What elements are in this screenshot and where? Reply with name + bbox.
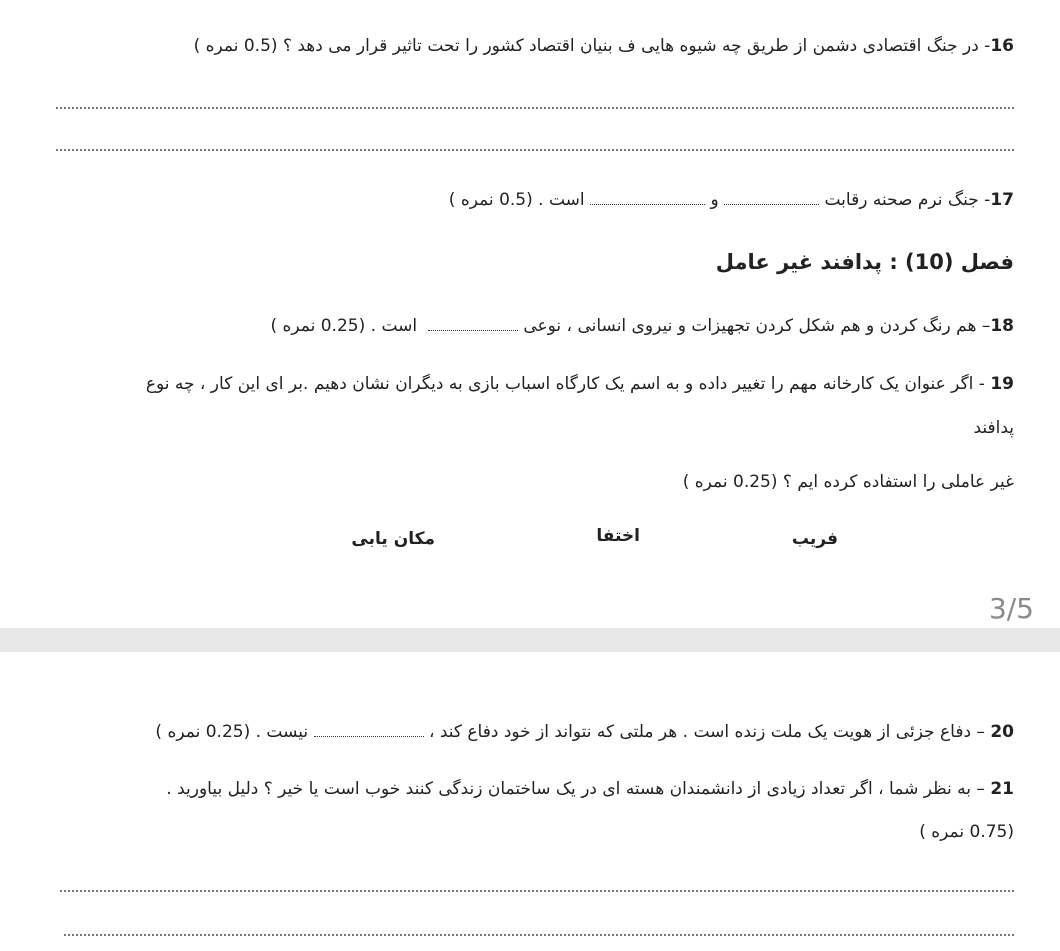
exam-page-4 (0, 652, 1060, 951)
answer-line (64, 934, 1014, 936)
score-label: (0.5 نمره ) (193, 36, 278, 56)
question-number: 16 (990, 36, 1014, 56)
page-number: 3/5 (988, 592, 1034, 625)
blank-field[interactable] (314, 724, 424, 737)
score-label: (0.25 نمره ) (682, 472, 778, 492)
question-text: غیر عاملی را استفاده کرده ایم ؟ (782, 472, 1014, 492)
option-site-selection[interactable]: مکان یابی (351, 529, 435, 549)
question-18 (270, 314, 1014, 338)
question-17 (449, 188, 1014, 212)
question-number: 17 (990, 190, 1014, 210)
question-text: - در جنگ اقتصادی دشمن از طریق چه شیوه هایی ف بنیان اقتصاد کشور را تحت تاثیر قرار می دهد ؟ (282, 36, 991, 56)
answer-line (56, 149, 1014, 151)
option-deception[interactable]: فریب (791, 529, 838, 549)
conjunction: و (710, 190, 719, 210)
question-text: است . (370, 316, 418, 336)
question-number: 19 (990, 374, 1014, 394)
score-label: (0.75 نمره ) (919, 822, 1014, 842)
question-text: نیست . (255, 722, 309, 742)
answer-line (56, 107, 1014, 109)
answer-line (60, 890, 1014, 892)
question-19-continued: پدافند (973, 418, 1014, 438)
question-text: – دفاع جزئی از هویت یک ملت زنده است . هر ملتی که نتواند از خود دفاع کند ، (428, 722, 985, 742)
question-19-continued (683, 470, 1014, 494)
score-label: (0.5 نمره ) (448, 190, 533, 210)
question-text: - اگر عنوان یک کارخانه مهم را تغییر داده و به اسم یک کارگاه اسباب بازی به دیگران نشان دهیم .بر ای این کار ، چه نوع (145, 374, 985, 394)
score-label: (0.25 نمره ) (155, 722, 251, 742)
question-text: – هم رنگ کردن و هم شکل کردن تجهیزات و نیروی انسانی ، نوعی (523, 316, 991, 336)
question-text: – به نظر شما ، اگر تعداد زیادی از دانشمندان هسته ای در یک ساختمان زندگی کنند خوب است یا خیر ؟ دلیل بیاورید . (166, 779, 985, 799)
question-number: 21 (990, 779, 1014, 799)
question-text: - جنگ نرم صحنه رقابت (824, 190, 991, 210)
question-number: 18 (990, 316, 1014, 336)
blank-field[interactable] (428, 318, 518, 331)
question-19 (146, 372, 1014, 396)
score-label: (0.25 نمره ) (270, 316, 366, 336)
question-16 (194, 34, 1014, 58)
question-text: است . (538, 190, 585, 210)
blank-field[interactable] (590, 192, 705, 205)
blank-field[interactable] (724, 192, 819, 205)
question-20 (155, 720, 1014, 744)
question-21 (166, 777, 1014, 801)
option-concealment[interactable]: اختفا (596, 526, 640, 546)
question-number: 20 (990, 722, 1014, 742)
section-heading: فصل (10) : پدافند غیر عامل (715, 250, 1014, 274)
